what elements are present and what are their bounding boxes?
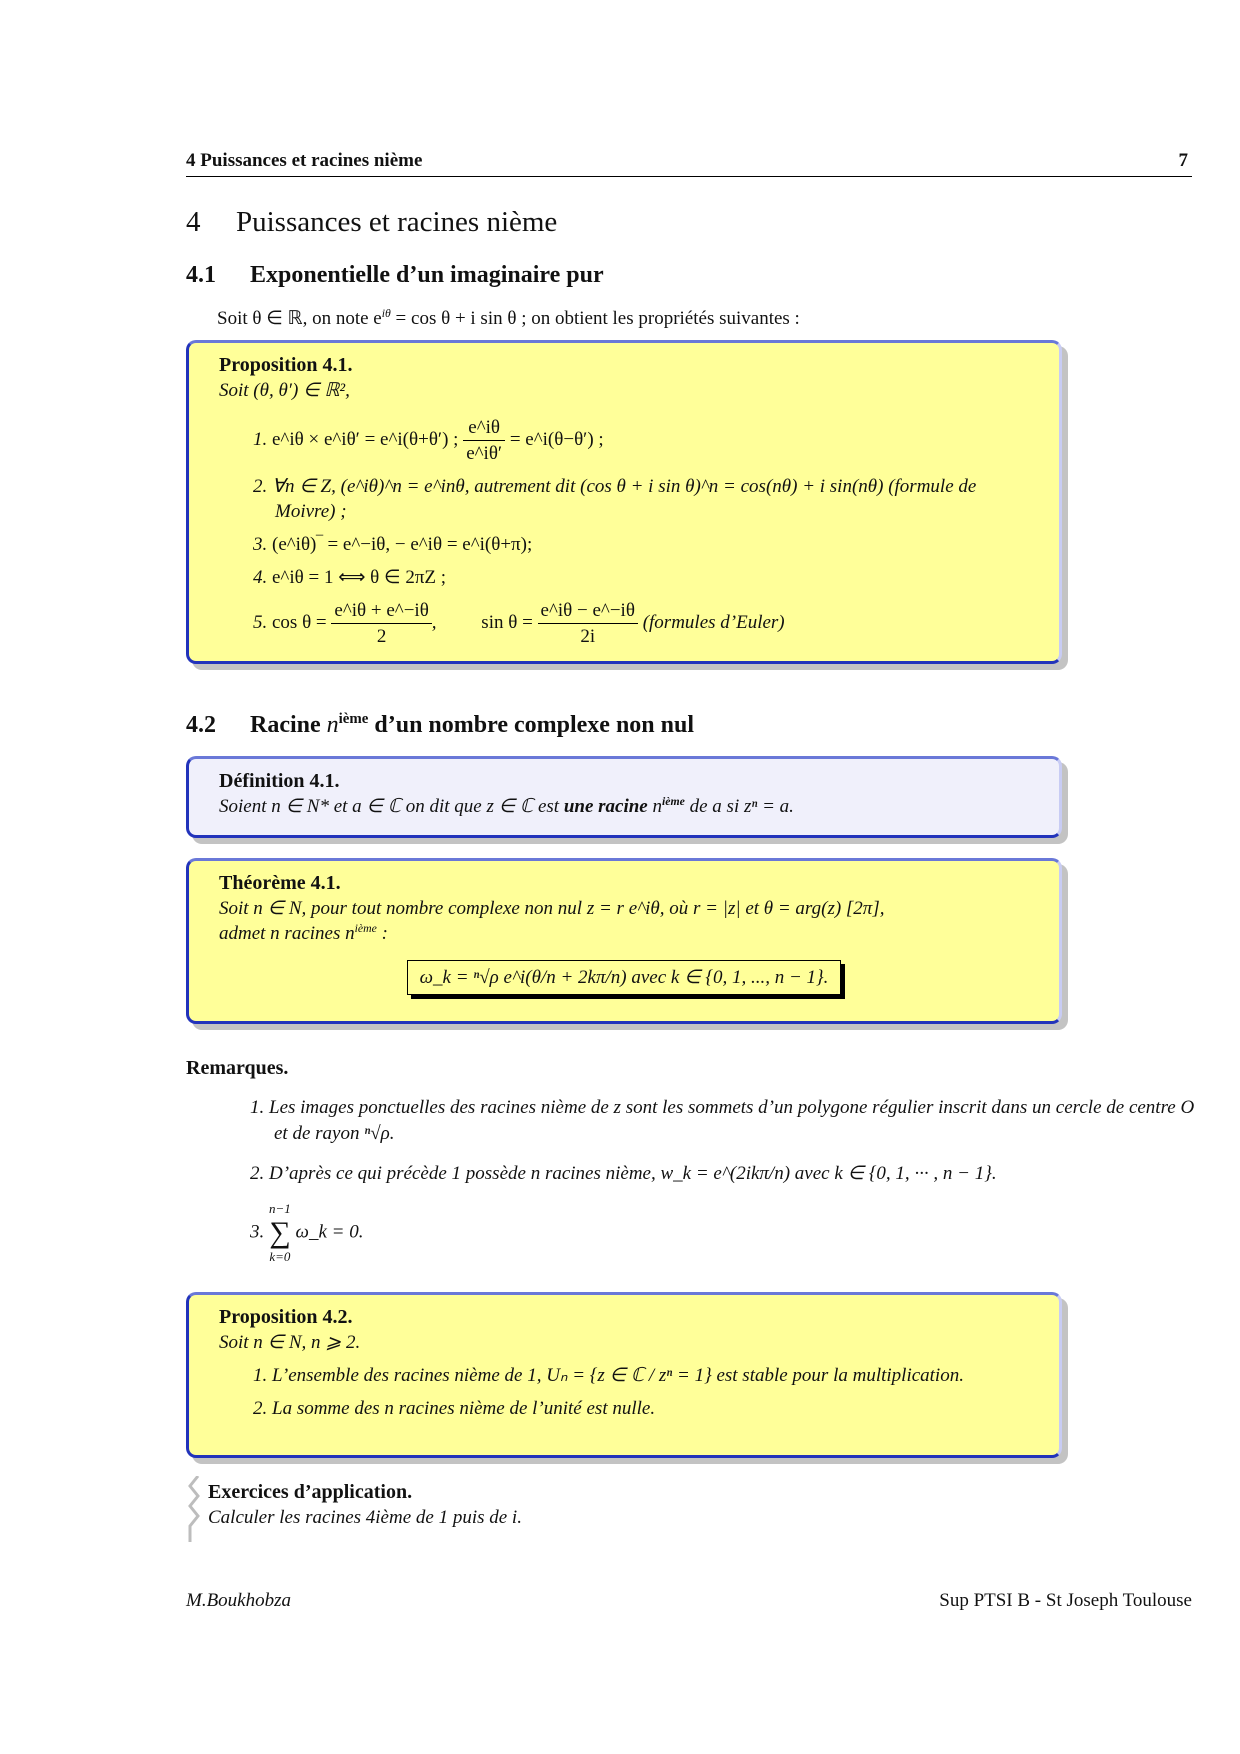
fraction: [331, 598, 431, 649]
item-text: e^iθ = 1 ⟺ θ ∈ 2πZ ;: [272, 567, 447, 588]
intro-exponent: iθ: [381, 306, 391, 320]
theorem-text-b-main: admet n racines n: [219, 923, 355, 944]
fraction-numerator: e^iθ + e^−iθ: [331, 598, 431, 624]
item-text: e^iθ × e^iθ′ = e^i(θ+θ′) ;: [272, 428, 459, 450]
list-item: [253, 532, 1029, 557]
running-header-title: 4 Puissances et racines nième: [186, 150, 423, 171]
boxed-formula: ω_k = ⁿ√ρ e^i(θ/n + 2kπ/n) avec k ∈ {0, 1, ..., n − 1}.: [407, 960, 842, 995]
fraction-denominator: 2: [376, 626, 387, 647]
subsection-number: 4.2: [186, 712, 216, 738]
definition-text-a: Soient n ∈ N* et a ∈ ℂ on dit que z ∈ ℂ est: [219, 796, 564, 817]
footer-school: Sup PTSI B - St Joseph Toulouse: [939, 1590, 1192, 1611]
subsection-title-prefix: Racine: [250, 712, 327, 738]
item-text: La somme des n racines nième de l’unité est nulle.: [272, 1398, 656, 1419]
item-label: 2.: [250, 1163, 265, 1184]
theorem-text-c: :: [376, 923, 388, 944]
remarks-items: [186, 1095, 1196, 1265]
definition-4-1-box: [186, 756, 1062, 838]
sin-lhs: sin θ =: [481, 611, 533, 633]
item-label: 5.: [253, 611, 268, 633]
remarks-list: [186, 1095, 1196, 1279]
theorem-4-1-box: [186, 858, 1062, 1024]
running-header: [186, 150, 1192, 177]
intro-paragraph: [217, 306, 800, 332]
item-text: ω_k = 0.: [295, 1221, 364, 1243]
item-label: 3.: [250, 1221, 265, 1243]
item-label: 1.: [250, 1097, 265, 1118]
exercise-block: [186, 1480, 1108, 1530]
footer-author: M.Boukhobza: [186, 1590, 292, 1611]
proposition-items: [219, 1363, 1029, 1421]
exercise-text: Calculer les racines 4ième de 1 puis de i.: [208, 1507, 522, 1528]
subsection-n: n: [326, 712, 339, 738]
definition-title: Définition 4.1.: [219, 770, 340, 792]
subsection-heading-4-1: [186, 262, 604, 289]
item-text: = e^i(θ−θ′) ;: [509, 428, 604, 450]
item-text: D’après ce qui précède 1 possède n racines nième, w_k = e^(2ikπ/n) avec k ∈ {0, 1, ··· , n − 1}.: [269, 1163, 997, 1184]
subsection-heading-4-2: [186, 712, 694, 739]
list-item: [250, 1161, 1196, 1187]
proposition-4-1-box: [186, 340, 1062, 664]
zigzag-margin-icon: [186, 1476, 202, 1542]
subsection-title: Exponentielle d’un imaginaire pur: [250, 262, 604, 288]
section-title: Puissances et racines nième: [236, 206, 558, 238]
intro-text: Soit θ ∈ ℝ, on note e: [217, 308, 382, 329]
fraction-denominator: 2i: [580, 626, 596, 647]
cos-lhs: cos θ =: [272, 611, 327, 633]
sum-upper-limit: n−1: [269, 1201, 291, 1216]
fraction-numerator: e^iθ: [463, 415, 505, 441]
theorem-sup: ième: [354, 921, 377, 935]
proposition-statement: Soit (θ, θ′) ∈ ℝ²,: [219, 380, 350, 401]
section-heading: [186, 206, 557, 239]
sigma-icon: ∑: [269, 1216, 291, 1249]
theorem-formula-row: [219, 960, 1029, 995]
theorem-text-b: [219, 921, 1029, 946]
summation: [269, 1201, 291, 1265]
proposition-4-2-box: [186, 1292, 1062, 1458]
list-item: [253, 415, 1029, 466]
item-text: Les images ponctuelles des racines nième de z sont les sommets d’un polygone régulier inscrit dans un cercle de centre O et de rayon ⁿ√ρ.: [269, 1097, 1195, 1144]
list-item: 5. cos θ = $\frac{e\^{}i\theta + e\^{}-i\theta}{2}$ , sin θ = $\frac{e\^{}i\theta - e\^{}-i\theta}{2i}$ (formules d’Euler): [253, 600, 785, 647]
section-number: 4: [186, 206, 201, 238]
list-item: [250, 1095, 1196, 1147]
proposition-title: Proposition 4.1.: [219, 354, 353, 376]
list-item: [253, 1396, 1029, 1421]
theorem-text-a: Soit n ∈ N, pour tout nombre complexe non nul z = r e^iθ, où r = |z| et θ = arg(z) [2π],: [219, 898, 885, 919]
definition-n: n: [647, 796, 662, 817]
list-item: [253, 1363, 1029, 1388]
definition-text-b: de a si zⁿ = a.: [684, 796, 794, 817]
definition-sup: ième: [662, 794, 685, 808]
item-text: (e^iθ)‾ = e^−iθ, − e^iθ = e^i(θ+π);: [272, 534, 533, 555]
list-item: [250, 1201, 1196, 1265]
proposition-items: [219, 415, 1029, 649]
subsection-sup: ième: [338, 711, 369, 728]
intro-text-end: = cos θ + i sin θ ; on obtient les propriétés suivantes :: [390, 308, 800, 329]
remarks-title: Remarques.: [186, 1057, 289, 1079]
item-text: L’ensemble des racines nième de 1, Uₙ = {z ∈ ℂ / zⁿ = 1} est stable pour la multiplication.: [272, 1365, 964, 1386]
item-label: 3.: [253, 534, 268, 555]
item-label: 4.: [253, 567, 268, 588]
list-item: [253, 474, 1029, 524]
fraction-numerator: e^iθ − e^−iθ: [538, 598, 638, 624]
definition-text: [219, 794, 1029, 819]
item-label: 1.: [253, 428, 268, 450]
list-item: [253, 565, 1029, 590]
item-label: 2.: [253, 1398, 268, 1419]
subsection-title-suffix: d’un nombre complexe non nul: [368, 712, 695, 738]
definition-bold-term: une racine: [563, 796, 648, 817]
fraction: [463, 415, 505, 466]
proposition-title: Proposition 4.2.: [219, 1306, 353, 1328]
fraction: [538, 598, 638, 649]
item-label: 1.: [253, 1365, 268, 1386]
fraction-denominator: e^iθ′: [466, 443, 503, 464]
item-text: ∀n ∈ Z, (e^iθ)^n = e^inθ, autrement dit (cos θ + i sin θ)^n = cos(nθ) + i sin(nθ) (formule de Moivre) ;: [272, 476, 977, 522]
theorem-title: Théorème 4.1.: [219, 872, 341, 894]
proposition-statement: Soit n ∈ N, n ⩾ 2.: [219, 1332, 361, 1353]
sum-lower-limit: k=0: [269, 1249, 291, 1264]
page-number: 7: [1178, 150, 1188, 171]
item-label: 2.: [253, 476, 268, 497]
exercise-title: Exercices d’application.: [208, 1481, 413, 1503]
euler-note: (formules d’Euler): [642, 611, 785, 633]
subsection-number: 4.1: [186, 262, 216, 288]
